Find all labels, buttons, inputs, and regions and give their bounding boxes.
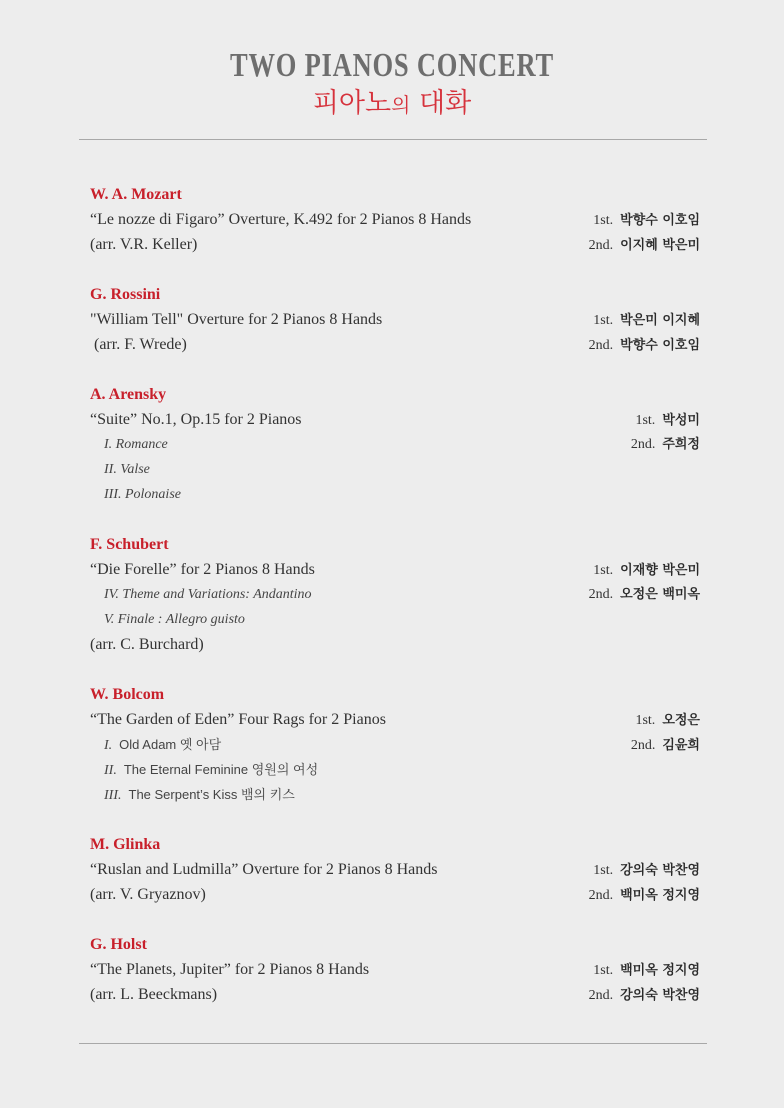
work-title: “Die Forelle” for 2 Pianos 8 Hands (90, 561, 315, 578)
piano-order: 2nd. (588, 587, 614, 602)
movement-row (90, 432, 700, 457)
movement-numeral: III. Polonaise (104, 487, 181, 502)
performers (593, 208, 700, 233)
movement-numeral: II. (104, 763, 117, 778)
work-title: "William Tell" Overture for 2 Pianos 8 Hands (90, 311, 383, 328)
piano-order: 2nd. (630, 437, 656, 452)
subtitle-part-b: 대화 (410, 88, 472, 119)
performers (631, 432, 700, 457)
work-title: (arr. V.R. Keller) (90, 236, 198, 253)
piano-order: 1st. (593, 213, 614, 228)
performers (635, 408, 700, 433)
composer-row (90, 832, 700, 857)
work-title: (arr. V. Gryaznov) (90, 886, 206, 903)
work-row (90, 982, 700, 1007)
piano-order: 2nd. (588, 338, 614, 353)
subtitle-part-a: 피아노 (312, 88, 392, 119)
movement-row (90, 757, 700, 782)
movement-numeral: I. Romance (104, 437, 168, 452)
performers (589, 983, 700, 1008)
composer-name: W. Bolcom (90, 686, 165, 703)
performer-names: 강의숙 박찬영 (620, 988, 700, 1003)
movement-row (90, 607, 700, 632)
work-title: “The Planets, Jupiter” for 2 Pianos 8 Hands (90, 961, 370, 978)
work-row (90, 707, 700, 732)
program-list (90, 182, 700, 1032)
performers (593, 308, 700, 333)
movement-name: Old Adam 옛 아담 (119, 737, 222, 752)
piano-order: 1st. (593, 563, 614, 578)
movement-row (90, 482, 700, 507)
movement-numeral: V. Finale : Allegro guisto (104, 612, 245, 627)
work-title: “Suite” No.1, Op.15 for 2 Pianos (90, 411, 302, 428)
movement-numeral: I. (104, 738, 113, 753)
movement-row (90, 782, 700, 807)
performers (631, 733, 700, 758)
arrangement-row (90, 632, 700, 657)
composer-name: M. Glinka (90, 836, 161, 853)
piano-order: 1st. (593, 313, 614, 328)
movement-title (90, 582, 312, 607)
composer-name: G. Holst (90, 936, 147, 953)
movement-title (90, 732, 221, 758)
piano-order: 1st. (635, 713, 656, 728)
work-title: “The Garden of Eden” Four Rags for 2 Pianos (90, 711, 386, 728)
performer-names: 오정은 (662, 713, 700, 728)
performer-names: 박은미 이지혜 (620, 313, 700, 328)
movement-row (90, 732, 700, 757)
piano-order: 2nd. (630, 738, 656, 753)
work-row (90, 307, 700, 332)
program-piece (90, 532, 700, 657)
work-title: (arr. F. Wrede) (90, 336, 187, 353)
composer-row (90, 682, 700, 707)
composer-row (90, 182, 700, 207)
work-row (90, 557, 700, 582)
piano-order: 2nd. (588, 238, 614, 253)
performer-names: 박향수 이호임 (620, 338, 700, 353)
program-piece (90, 682, 700, 807)
piano-order: 1st. (593, 863, 614, 878)
movement-title (90, 432, 168, 457)
bottom-divider (79, 1043, 707, 1044)
performers (589, 582, 700, 607)
movement-name: The Eternal Feminine 영원의 여성 (123, 762, 319, 777)
performers (589, 333, 700, 358)
work-row (90, 407, 700, 432)
composer-row (90, 282, 700, 307)
subtitle-particle: 의 (391, 93, 411, 117)
movement-title (90, 607, 245, 632)
work-row (90, 332, 700, 357)
performer-names: 박성미 (662, 413, 700, 428)
work-row (90, 882, 700, 907)
piano-order: 1st. (593, 963, 614, 978)
program-piece (90, 382, 700, 507)
movement-name: The Serpent’s Kiss 뱀의 키스 (128, 787, 295, 802)
work-title: (arr. L. Beeckmans) (90, 986, 218, 1003)
composer-name: F. Schubert (90, 536, 169, 553)
program-piece (90, 932, 700, 1007)
performer-names: 이지혜 박은미 (620, 238, 700, 253)
work-row (90, 957, 700, 982)
performers (593, 558, 700, 583)
work-row (90, 232, 700, 257)
program-piece (90, 832, 700, 907)
work-row (90, 857, 700, 882)
performers (593, 858, 700, 883)
movement-title (90, 482, 181, 507)
composer-name: G. Rossini (90, 286, 161, 303)
movement-row (90, 582, 700, 607)
movement-title (90, 782, 295, 808)
performer-names: 강의숙 박찬영 (620, 863, 700, 878)
performers (589, 233, 700, 258)
performer-names: 이재향 박은미 (620, 563, 700, 578)
performer-names: 백미옥 정지영 (620, 888, 700, 903)
top-divider (79, 139, 707, 140)
composer-row (90, 532, 700, 557)
composer-row (90, 932, 700, 957)
work-row (90, 207, 700, 232)
performers (589, 883, 700, 908)
composer-name: A. Arensky (90, 386, 167, 403)
movement-row (90, 457, 700, 482)
program-piece (90, 282, 700, 357)
performer-names: 오정은 백미옥 (620, 587, 700, 602)
movement-numeral: III. (104, 788, 122, 803)
performer-names: 백미옥 정지영 (620, 963, 700, 978)
work-title: “Ruslan and Ludmilla” Overture for 2 Pianos 8 Hands (90, 861, 438, 878)
program-piece (90, 182, 700, 257)
performers (593, 958, 700, 983)
piano-order: 2nd. (588, 888, 614, 903)
movement-title (90, 457, 150, 482)
composer-row (90, 382, 700, 407)
arrangement-note: (arr. C. Burchard) (90, 636, 204, 653)
work-title: “Le nozze di Figaro” Overture, K.492 for 2 Pianos 8 Hands (90, 211, 472, 228)
movement-title (90, 757, 318, 783)
piano-order: 1st. (635, 413, 656, 428)
performer-names: 박향수 이호임 (620, 213, 700, 228)
concert-subtitle-korean (0, 87, 784, 122)
movement-numeral: II. Valse (104, 462, 150, 477)
piano-order: 2nd. (588, 988, 614, 1003)
performer-names: 주희정 (662, 437, 700, 452)
performers (635, 708, 700, 733)
movement-numeral: IV. Theme and Variations: Andantino (104, 587, 312, 602)
performer-names: 김윤희 (662, 738, 700, 753)
composer-name: W. A. Mozart (90, 186, 182, 203)
concert-title: TWO PIANOS CONCERT (229, 47, 555, 84)
